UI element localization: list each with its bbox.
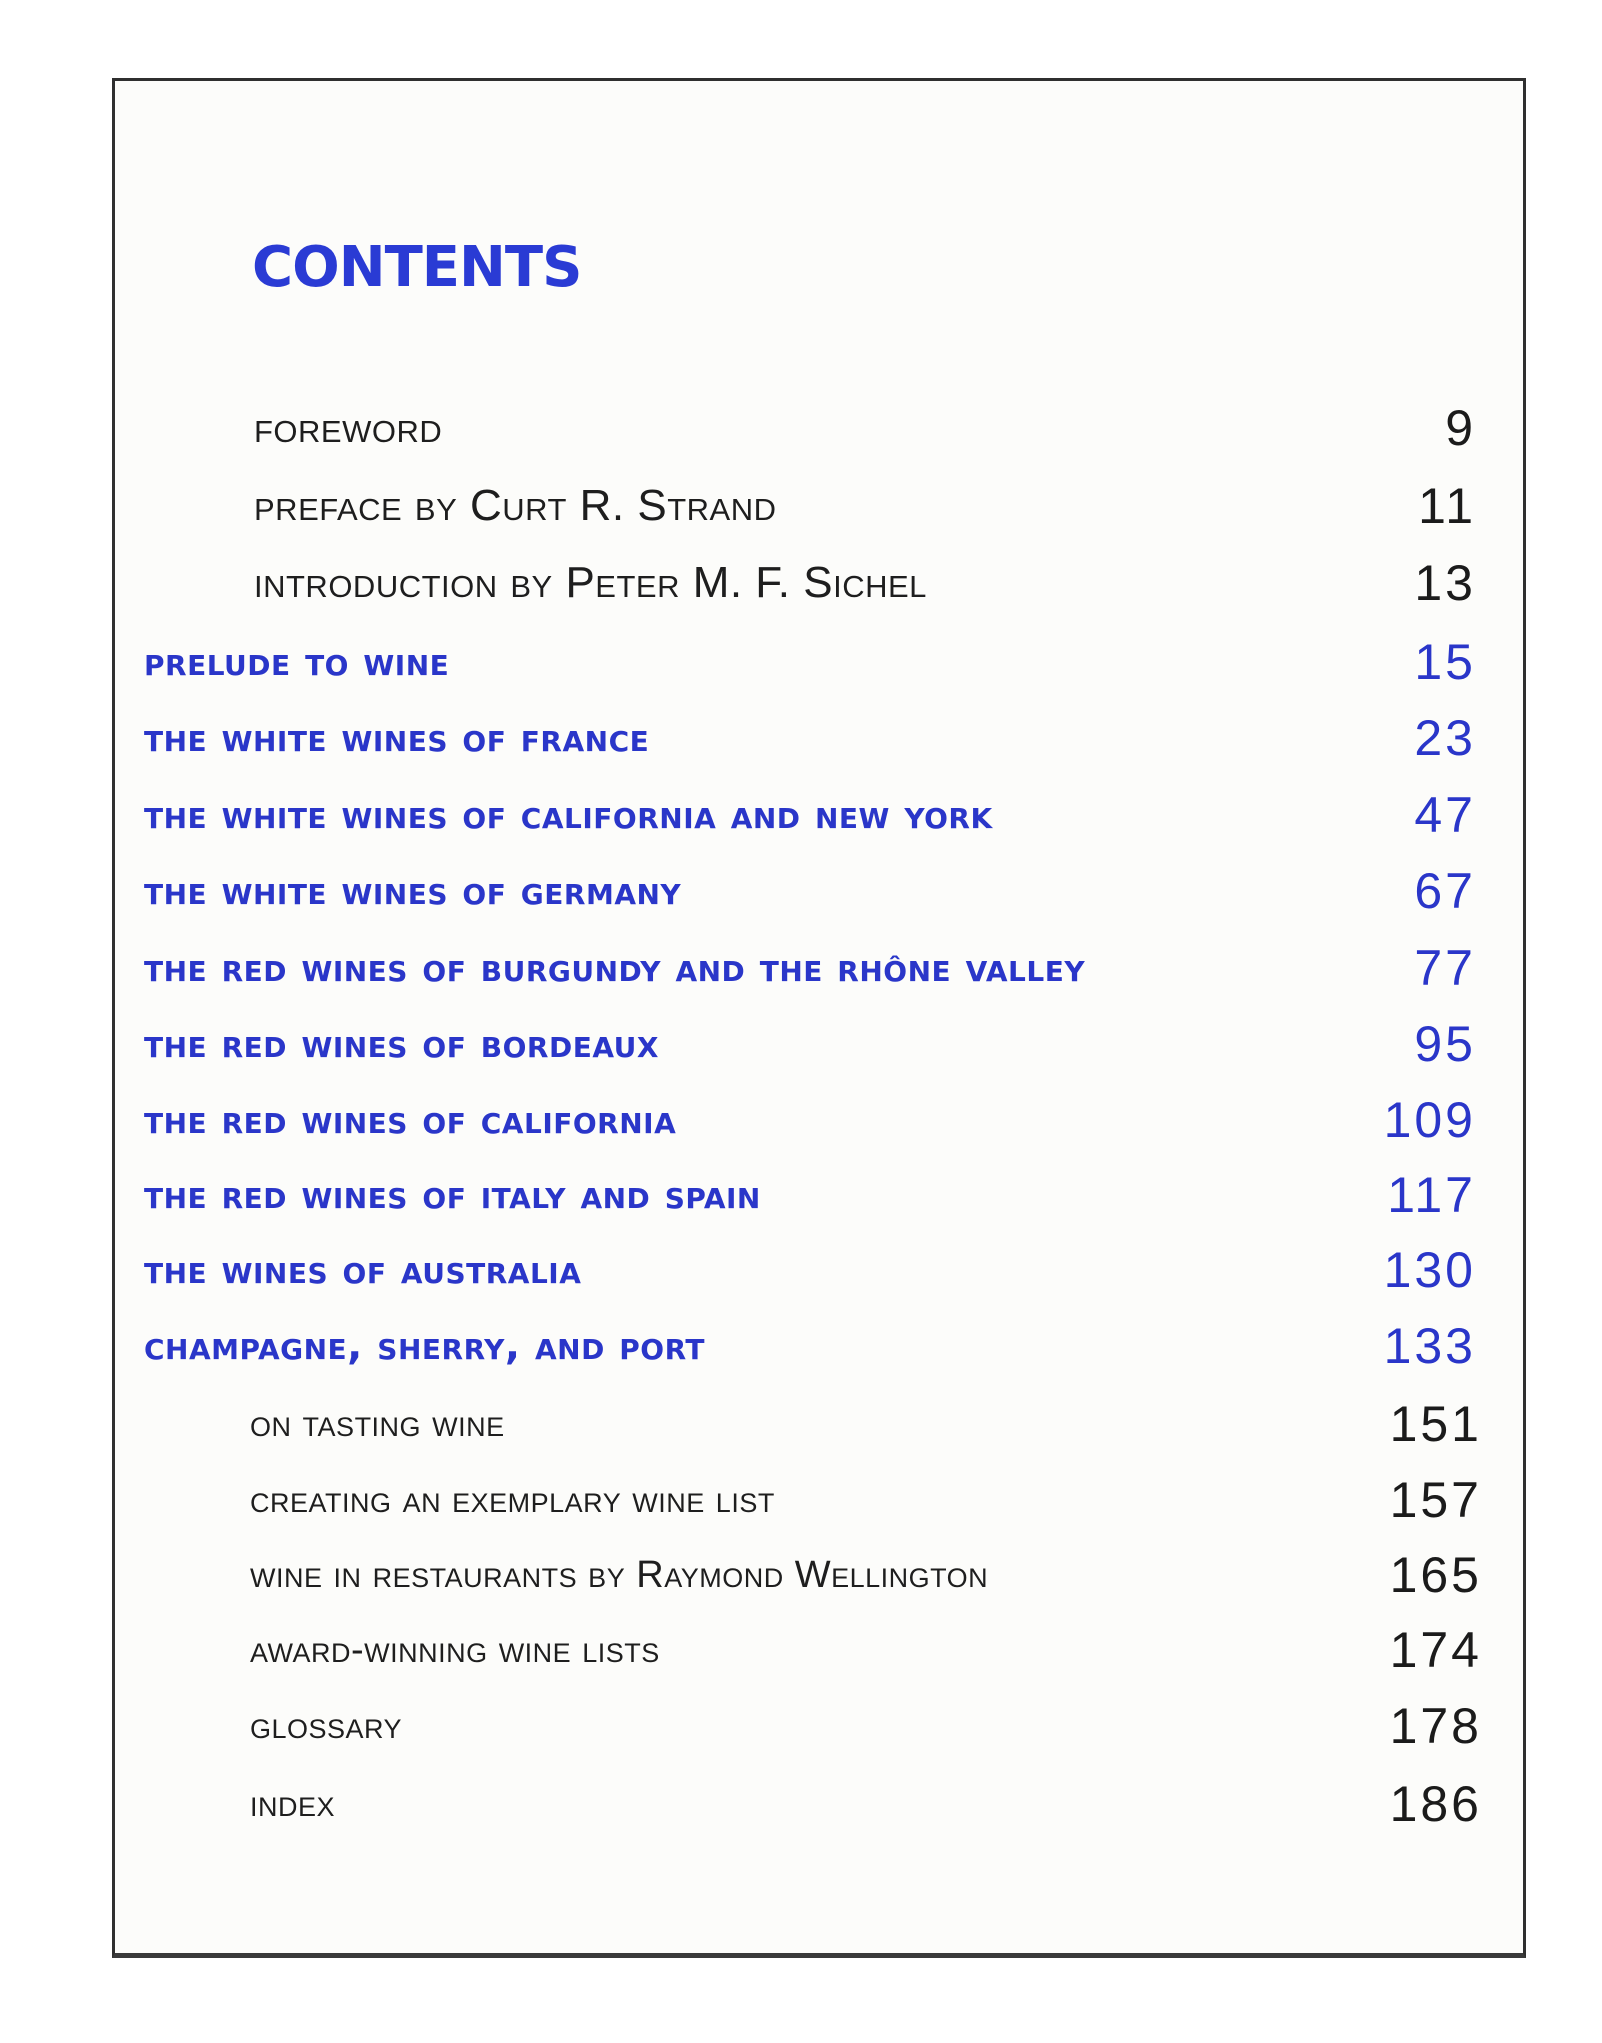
toc-entry-label: creating an exemplary wine list (250, 1478, 775, 1521)
toc-entry-page: 130 (1383, 1242, 1476, 1298)
toc-entry-page: 47 (1414, 787, 1476, 843)
toc-entry-index[interactable] (250, 1774, 1482, 1834)
toc-entry-label: preface by Curt R. Strand (254, 481, 777, 530)
toc-entry-red-bordeaux[interactable] (144, 1014, 1476, 1074)
toc-entry-page: 11 (1418, 478, 1476, 534)
toc-entry-red-italy-spain[interactable] (144, 1165, 1476, 1225)
toc-entry-foreword[interactable] (254, 398, 1476, 458)
toc-entry-label: on tasting wine (250, 1402, 505, 1445)
toc-entry-label: the white wines of germany (144, 868, 682, 914)
toc-entry-label: the red wines of california (144, 1097, 677, 1143)
toc-entry-page: 13 (1414, 555, 1476, 611)
toc-entry-page: 95 (1414, 1016, 1476, 1072)
toc-entry-page: 157 (1389, 1472, 1482, 1528)
toc-entry-label: introduction by Peter M. F. Sichel (254, 558, 927, 607)
toc-entry-label: the wines of australia (144, 1247, 582, 1293)
toc-entry-page: 117 (1387, 1167, 1476, 1223)
toc-entry-prelude[interactable] (144, 632, 1476, 692)
toc-entry-page: 15 (1414, 634, 1476, 690)
toc-entry-label: the red wines of bordeaux (144, 1021, 659, 1067)
toc-entry-page: 174 (1389, 1622, 1482, 1678)
toc-entry-page: 109 (1383, 1092, 1476, 1148)
toc-entry-label: the white wines of france (144, 715, 650, 761)
toc-entry-label: glossary (250, 1704, 403, 1747)
toc-entry-red-california[interactable] (144, 1090, 1476, 1150)
toc-entry-white-germany[interactable] (144, 861, 1476, 921)
toc-entry-page: 165 (1389, 1547, 1482, 1603)
toc-entry-label: foreword (254, 403, 443, 452)
toc-entry-award-lists[interactable] (250, 1620, 1482, 1680)
toc-entry-label: the white wines of california and new york (144, 792, 993, 838)
toc-entry-tasting[interactable] (250, 1394, 1482, 1454)
toc-entry-page: 186 (1389, 1776, 1482, 1832)
page-title: CONTENTS (252, 235, 582, 300)
toc-entry-label: wine in restaurants by Raymond Wellington (250, 1553, 989, 1596)
toc-entry-page: 77 (1414, 940, 1476, 996)
toc-entry-champagne-sherry-port[interactable] (144, 1316, 1476, 1376)
toc-entry-red-burgundy-rhone[interactable] (144, 938, 1476, 998)
toc-entry-wine-list[interactable] (250, 1470, 1482, 1530)
toc-entry-label: prelude to wine (144, 639, 450, 685)
toc-entry-label: index (250, 1782, 336, 1825)
toc-entry-glossary[interactable] (250, 1696, 1482, 1756)
toc-entry-white-california-ny[interactable] (144, 785, 1476, 845)
toc-entry-label: the red wines of italy and spain (144, 1172, 761, 1218)
toc-entry-page: 151 (1389, 1396, 1482, 1452)
toc-entry-page: 178 (1389, 1698, 1482, 1754)
toc-entry-page: 133 (1383, 1318, 1476, 1374)
toc-entry-label: the red wines of burgundy and the rhône valley (144, 945, 1086, 991)
toc-entry-preface[interactable] (254, 476, 1476, 536)
toc-entry-label: champagne, sherry, and port (144, 1323, 706, 1369)
toc-entry-label: award-winning wine lists (250, 1628, 660, 1671)
toc-entry-white-france[interactable] (144, 708, 1476, 768)
toc-entry-australia[interactable] (144, 1240, 1476, 1300)
toc-entry-restaurants[interactable] (250, 1545, 1482, 1605)
toc-entry-page: 9 (1445, 400, 1476, 456)
toc-entry-page: 23 (1414, 710, 1476, 766)
toc-entry-page: 67 (1414, 863, 1476, 919)
toc-entry-introduction[interactable] (254, 553, 1476, 613)
